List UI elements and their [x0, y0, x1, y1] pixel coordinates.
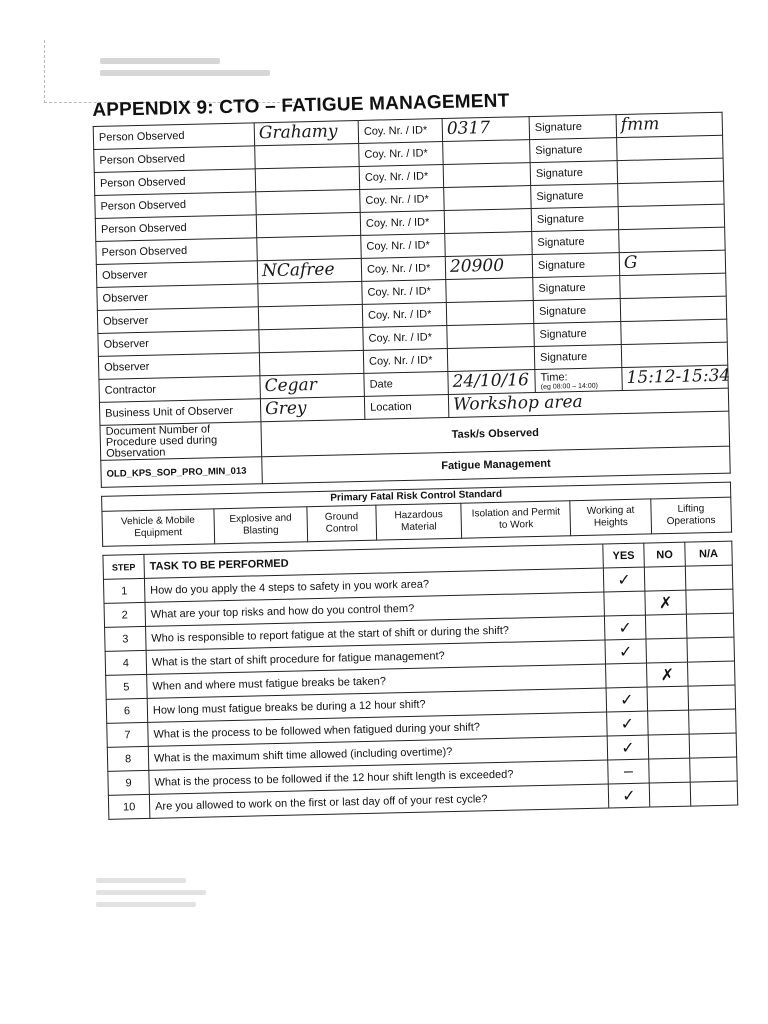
signature-field[interactable]: [618, 204, 724, 229]
contractor-label: Contractor: [99, 376, 260, 403]
step-number: 7: [107, 722, 149, 747]
signature-field[interactable]: [618, 181, 724, 206]
tasks-observed-label: Task/s Observed: [261, 411, 730, 457]
task-question: When and where must fatigue breaks be taken?: [147, 664, 606, 698]
yes-checkbox[interactable]: [606, 663, 648, 688]
observation-table: [93, 112, 731, 488]
business-unit-label: Business Unit of Observer: [99, 399, 260, 426]
yes-checkbox[interactable]: ✓: [607, 735, 649, 760]
role-label: Person Observed: [95, 215, 256, 242]
signature-label: Signature: [534, 322, 621, 347]
business-unit-field[interactable]: [260, 396, 364, 421]
name-field[interactable]: [257, 235, 361, 260]
no-checkbox[interactable]: [647, 686, 689, 711]
yes-checkbox[interactable]: ✓: [605, 639, 647, 664]
na-header: N/A: [685, 541, 733, 566]
role-label: Person Observed: [94, 146, 255, 173]
na-checkbox[interactable]: [688, 685, 736, 710]
role-label: Observer: [98, 353, 259, 380]
faint-footer-text: [96, 878, 206, 914]
yes-checkbox[interactable]: [604, 591, 646, 616]
name-field[interactable]: [255, 143, 359, 168]
signature-label: Signature: [532, 230, 619, 255]
na-checkbox[interactable]: [687, 661, 735, 686]
yes-checkbox[interactable]: ✓: [603, 567, 645, 592]
na-checkbox[interactable]: [689, 733, 737, 758]
na-checkbox[interactable]: [686, 613, 734, 638]
coy-field[interactable]: [444, 209, 531, 234]
step-number: 8: [107, 746, 149, 771]
risk-standard-item: Lifting Operations: [651, 497, 732, 534]
step-number: 9: [108, 770, 150, 795]
coy-field[interactable]: [444, 186, 531, 211]
signature-field[interactable]: [620, 273, 726, 298]
coy-field[interactable]: [445, 255, 532, 280]
role-label: Person Observed: [95, 192, 256, 219]
coy-label: Coy. Nr. / ID*: [361, 234, 446, 259]
signature-field[interactable]: [619, 227, 725, 252]
role-label: Observer: [98, 330, 259, 357]
task-question: What is the maximum shift time allowed (including overtime)?: [148, 736, 607, 770]
na-checkbox[interactable]: [686, 589, 734, 614]
task-question: How long must fatigue breaks be during a 12 hour shift?: [147, 688, 606, 722]
coy-label: Coy. Nr. / ID*: [363, 349, 448, 374]
yes-header: YES: [603, 543, 645, 568]
risk-standard-item: Isolation and Permit to Work: [461, 501, 571, 538]
risk-standard-item: Ground Control: [307, 505, 376, 542]
signature-value: G: [623, 252, 638, 273]
signature-field[interactable]: [621, 342, 727, 367]
doc-number-value: OLD_KPS_SOP_PRO_MIN_013: [101, 457, 263, 488]
signature-label: Signature: [531, 207, 618, 232]
signature-field[interactable]: [619, 250, 725, 275]
signature-label: Signature: [530, 138, 617, 163]
no-header: NO: [644, 542, 686, 567]
signature-label: Signature: [533, 276, 620, 301]
signature-label: Signature: [533, 299, 620, 324]
name-field[interactable]: [257, 258, 361, 283]
task-question: Who is responsible to report fatigue at the start of shift or during the shift?: [146, 616, 605, 650]
name-field[interactable]: [256, 212, 360, 237]
role-label: Observer: [96, 261, 257, 288]
name-field[interactable]: [258, 304, 362, 329]
risk-standard-item: Hazardous Material: [376, 503, 463, 540]
signature-label: Signature: [532, 253, 619, 278]
coy-field[interactable]: [446, 278, 533, 303]
coy-value: 0317: [446, 117, 491, 139]
name-field[interactable]: [254, 120, 358, 145]
signature-label: Signature: [534, 345, 621, 370]
no-checkbox[interactable]: ✗: [647, 662, 689, 687]
no-checkbox[interactable]: [648, 710, 690, 735]
task-question: What is the start of shift procedure for fatigue management?: [146, 640, 605, 674]
coy-field[interactable]: [447, 347, 534, 372]
name-field[interactable]: [259, 327, 363, 352]
no-checkbox[interactable]: [649, 758, 691, 783]
task-question: How do you apply the 4 steps to safety in you work area?: [144, 568, 603, 602]
coy-field[interactable]: [443, 140, 530, 165]
signature-label: Signature: [529, 115, 616, 140]
task-header: TASK TO BE PERFORMED: [144, 544, 603, 578]
date-label: Date: [364, 371, 449, 396]
yes-checkbox[interactable]: ✓: [604, 615, 646, 640]
name-value: Grahamy: [258, 121, 338, 144]
signature-field[interactable]: [616, 112, 722, 137]
na-checkbox[interactable]: [690, 757, 738, 782]
signature-label: Signature: [530, 161, 617, 186]
coy-label: Coy. Nr. / ID*: [362, 280, 447, 305]
no-checkbox[interactable]: [646, 638, 688, 663]
no-checkbox[interactable]: [648, 734, 690, 759]
page-title: APPENDIX 9: CTO – FATIGUE MANAGEMENT: [92, 90, 510, 121]
contractor-value: Cegar: [264, 374, 318, 397]
task-question: Are you allowed to work on the first or last day off of your rest cycle?: [149, 784, 608, 818]
step-number: 10: [108, 794, 150, 819]
task-question: What is the process to be followed when fatigued during your shift?: [148, 712, 607, 746]
step-number: 5: [106, 674, 148, 699]
task-question: What is the process to be followed if the 12 hour shift length is exceeded?: [149, 760, 608, 794]
coy-label: Coy. Nr. / ID*: [361, 257, 446, 282]
role-label: Observer: [97, 307, 258, 334]
time-label-cell: [535, 368, 622, 393]
coy-field[interactable]: [442, 117, 529, 142]
no-checkbox[interactable]: ✗: [645, 590, 687, 615]
name-field[interactable]: [255, 166, 359, 191]
na-checkbox[interactable]: [690, 781, 738, 806]
coy-field[interactable]: [443, 163, 530, 188]
risk-standard-item: Vehicle & Mobile Equipment: [102, 509, 214, 547]
task-question: What are your top risks and how do you control them?: [145, 592, 604, 626]
na-checkbox[interactable]: [685, 565, 733, 590]
risk-standard-item: Explosive and Blasting: [214, 507, 308, 544]
doc-number-label: Document Number of Procedure used during Observation: [100, 422, 262, 461]
role-label: Person Observed: [93, 123, 254, 150]
coy-label: Coy. Nr. / ID*: [363, 326, 448, 351]
location-value: Workshop area: [452, 391, 583, 415]
name-value: NCafree: [261, 259, 335, 282]
na-checkbox[interactable]: [689, 709, 737, 734]
step-number: 2: [104, 602, 146, 627]
risk-table-title: Primary Fatal Risk Control Standard: [102, 482, 731, 511]
signature-field[interactable]: [617, 135, 723, 160]
no-checkbox[interactable]: [645, 614, 687, 639]
step-number: 3: [105, 626, 147, 651]
coy-label: Coy. Nr. / ID*: [360, 211, 445, 236]
step-number: 6: [106, 698, 148, 723]
coy-field[interactable]: [446, 301, 533, 326]
signature-field[interactable]: [621, 319, 727, 344]
date-value: 24/10/16: [452, 370, 530, 392]
coy-value: 20900: [449, 255, 505, 277]
role-label: Person Observed: [94, 169, 255, 196]
risk-standard-item: Working at Heights: [570, 499, 651, 536]
date-field[interactable]: [448, 370, 535, 395]
no-checkbox[interactable]: [644, 566, 686, 591]
yes-checkbox[interactable]: ✓: [608, 783, 650, 808]
time-label: Time:: [540, 370, 568, 384]
form-page: [92, 82, 738, 820]
coy-label: Coy. Nr. / ID*: [359, 165, 444, 190]
step-number: 1: [103, 578, 145, 603]
no-checkbox[interactable]: [649, 782, 691, 807]
signature-label: Signature: [531, 184, 618, 209]
time-field[interactable]: [622, 365, 731, 390]
business-unit-value: Grey: [264, 398, 307, 420]
signature-value: fmm: [620, 114, 660, 136]
yes-checkbox[interactable]: ✓: [607, 711, 649, 736]
role-label: Person Observed: [96, 238, 257, 265]
coy-label: Coy. Nr. / ID*: [362, 303, 447, 328]
step-number: 4: [105, 650, 147, 675]
coy-label: Coy. Nr. / ID*: [359, 142, 444, 167]
coy-field[interactable]: [447, 324, 534, 349]
signature-field[interactable]: [620, 296, 726, 321]
yes-checkbox[interactable]: ✓: [606, 687, 648, 712]
location-label: Location: [364, 394, 449, 419]
time-value: 15:12-15:34: [626, 365, 731, 388]
tasks-observed-value: Fatigue Management: [262, 446, 730, 484]
coy-field[interactable]: [445, 232, 532, 257]
step-header: STEP: [103, 554, 145, 579]
name-field[interactable]: [258, 281, 362, 306]
tasks-table: [102, 541, 738, 820]
name-field[interactable]: [259, 350, 363, 375]
role-label: Observer: [97, 284, 258, 311]
yes-checkbox[interactable]: –: [608, 759, 650, 784]
na-checkbox[interactable]: [687, 637, 735, 662]
contractor-field[interactable]: [260, 373, 364, 398]
time-hint: (eg 08:00 – 14:00): [540, 382, 598, 391]
coy-label: Coy. Nr. / ID*: [360, 188, 445, 213]
name-field[interactable]: [256, 189, 360, 214]
coy-label: Coy. Nr. / ID*: [358, 119, 443, 144]
signature-field[interactable]: [617, 158, 723, 183]
